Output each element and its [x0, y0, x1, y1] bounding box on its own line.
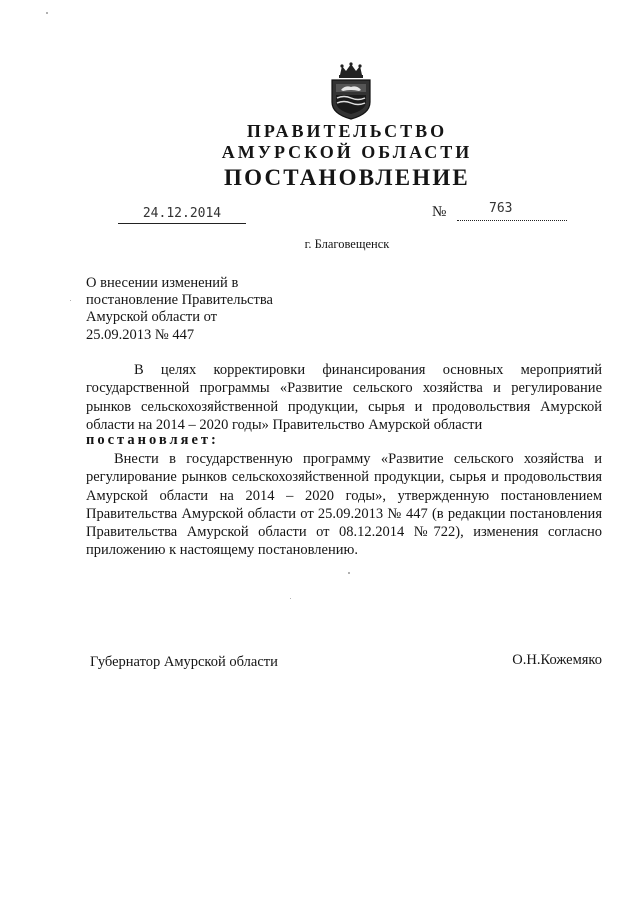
scan-speck [290, 598, 291, 599]
document-type-title: ПОСТАНОВЛЕНИЕ [224, 165, 470, 190]
preamble-paragraph: В целях корректировки финансирования основных мероприятий государственной программы «Развитие сельского хозяйства и регулирование рынков сельскохозяйственной продукции, сырья и продовольствия Амурской области на 2014 – 2020 годы» Правительство Амурской области [86, 362, 602, 433]
signatory-name: О.Н.Кожемяко [512, 652, 602, 668]
signatory-title: Губернатор Амурской области [90, 654, 278, 670]
resolution-paragraph: Внести в государственную программу «Развитие сельского хозяйства и регулирование рынков сельскохозяйственной продукции, сырья и продовольствия Амурской области на 2014 – 2020 годы», утвержденную постановлением Правительства Амурской области от 25.09.2013 № 447 (в редакции постановления Правительства Амурской области от 08.12.2014 №722), изменения согласно приложению к настоящему постановлению. [86, 451, 602, 559]
scan-speck [70, 300, 71, 301]
coat-of-arms-emblem [327, 62, 375, 120]
subject-line: Амурской области от [86, 309, 218, 326]
subject-line: постановление Правительства [86, 292, 273, 309]
subject-line: 25.09.2013 № 447 [86, 326, 195, 343]
document-number: 763 [457, 200, 567, 221]
subject-block [86, 275, 346, 344]
government-title-line-2: АМУРСКОЙ ОБЛАСТИ [221, 142, 473, 162]
government-title-line-1: ПРАВИТЕЛЬСТВО [246, 121, 448, 141]
scan-speck [46, 12, 48, 14]
number-sign: № [432, 204, 447, 220]
document-date: 24.12.2014 [118, 205, 246, 224]
city-label: г. Благовещенск [304, 237, 390, 251]
scan-speck [348, 572, 350, 574]
subject-line: О внесении изменений в [86, 275, 239, 291]
resolve-keyword: постановляет: [86, 432, 219, 448]
